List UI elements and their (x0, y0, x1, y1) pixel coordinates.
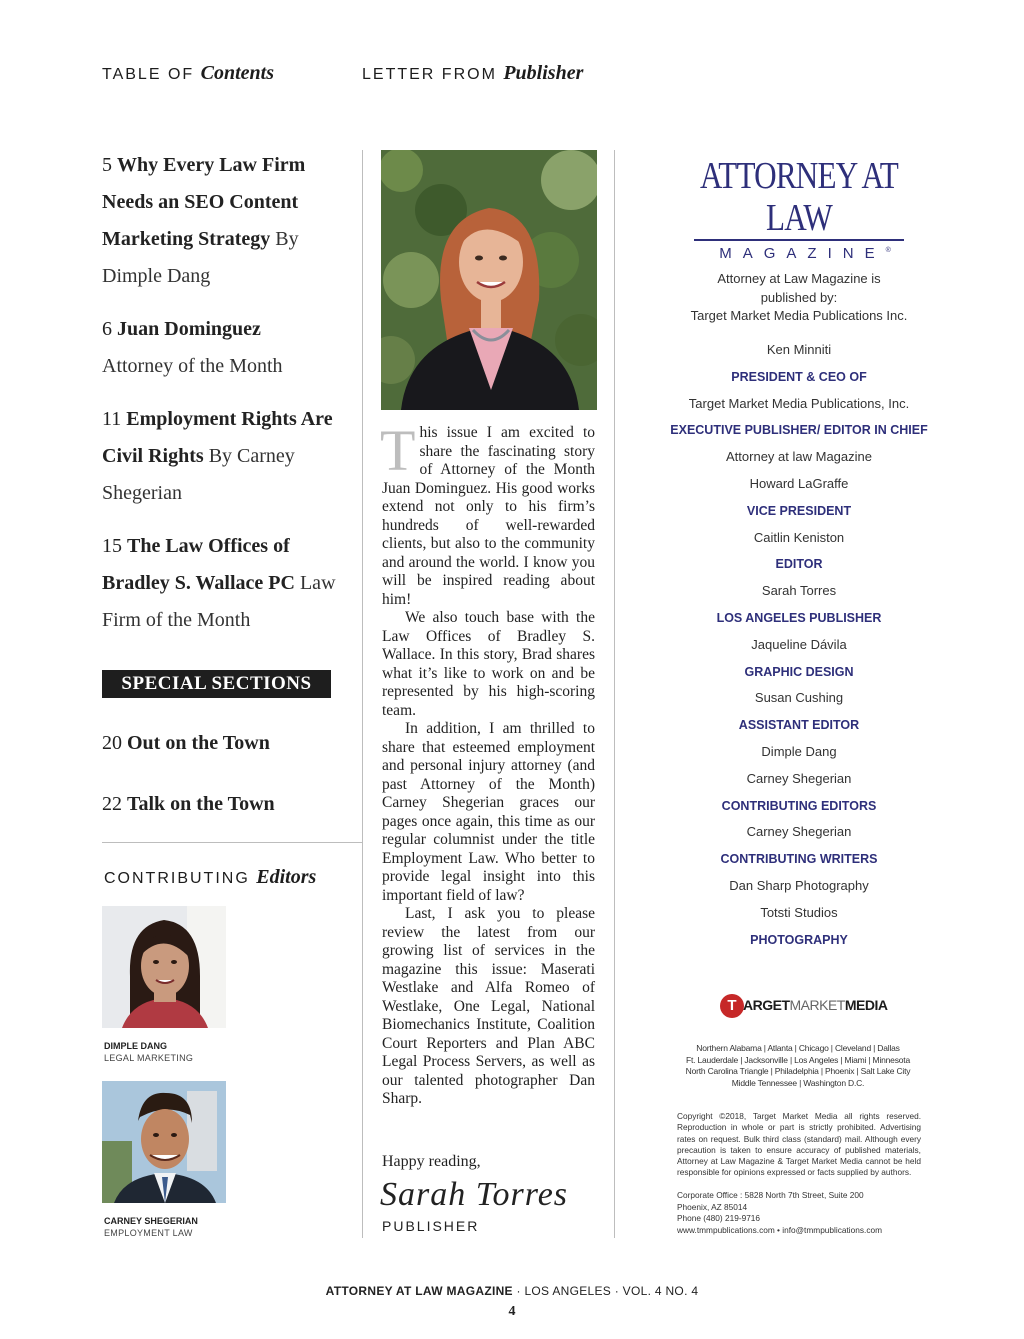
masthead-name: Dimple Dang (761, 743, 837, 759)
published-by-line: published by: (760, 289, 838, 305)
toc-header-prefix: TABLE OF (102, 66, 195, 83)
cities-list (665, 1043, 931, 1089)
masthead-role: GRAPHIC DESIGN (744, 664, 854, 679)
page-footer (0, 1284, 1024, 1298)
masthead-name: Susan Cushing (754, 690, 844, 706)
toc-page-number: 20 (102, 732, 122, 754)
toc-header-italic: Contents (200, 62, 274, 84)
masthead-name: Sarah Torres (761, 583, 837, 599)
letter-paragraph-text: his issue I am excited to share the fascinating story of Attorney of the Month Juan Dominguez. His good works extend not only to his firm’s hundreds of well-rewarded clients, but also to the community and around the world. I know you will be inspired reading about him! (382, 424, 595, 608)
masthead-name: Attorney at law Magazine (726, 449, 872, 465)
toc-page-number: 11 (102, 408, 122, 430)
page-number: 4 (508, 1304, 516, 1319)
cities-line: Northern Alabama | Atlanta | Chicago | Cleveland | Dallas (696, 1043, 900, 1053)
editor-role: LEGAL MARKETING (104, 1053, 194, 1063)
toc-page-number: 22 (102, 793, 122, 815)
masthead-role: LOS ANGELES PUBLISHER (716, 610, 882, 625)
masthead-name: Ken Minniti (766, 342, 832, 357)
toc-page-number: 6 (102, 318, 112, 340)
masthead-name: Target Market Media Publications, Inc. (688, 395, 910, 411)
tmm-logo-part: MEDIA (844, 997, 888, 1013)
column-divider (614, 150, 615, 1238)
cities-line: North Carolina Triangle | Philadelphia | Phoenix | Salt Lake City (685, 1066, 911, 1076)
editor-caption (104, 1040, 193, 1064)
masthead-role: EDITOR (775, 557, 823, 572)
editor-photo-dimple-dang (102, 906, 226, 1028)
toc-subtitle: Law Firm of the Month (102, 572, 336, 631)
editors-header-prefix: CONTRIBUTING (104, 870, 250, 887)
logo-line2: MAGAZINE (719, 244, 886, 262)
address-line: Phoenix, AZ 85014 (677, 1201, 748, 1212)
masthead-name: Howard LaGraffe (749, 475, 849, 491)
editor-name: CARNEY SHEGERIAN (104, 1216, 198, 1226)
editor-photo-carney-shegerian (102, 1081, 226, 1203)
special-section-entry[interactable] (102, 725, 352, 762)
letter-header-italic: Publisher (503, 62, 584, 84)
tmm-logo-part: ARGET (743, 997, 790, 1013)
tmm-badge-icon: T (720, 994, 744, 1018)
letter-paragraph: Last, I ask you to please review the latest from our growing list of services in the magazine this issue: Maserati Westlake and Alfa Romeo of Westlake, One Legal, National Biomechanics Institute, Coalition Court Reporters and Plan ABC Legal Process Servers, as well as our talented photographer Dan Sharp. (382, 905, 595, 1107)
masthead-name: Carney Shegerian (746, 770, 852, 786)
toc-entry[interactable] (102, 528, 352, 639)
publisher-letter (380, 418, 595, 1109)
special-section-entry[interactable] (102, 786, 352, 823)
magazine-logo (655, 155, 943, 264)
letter-header-prefix: LETTER FROM (362, 66, 497, 83)
corporate-address (677, 1190, 927, 1236)
divider (102, 842, 362, 843)
toc-entry[interactable] (102, 147, 352, 295)
logo-registered-mark: ® (885, 246, 891, 254)
toc-title: Juan Dominguez (117, 318, 261, 340)
published-by-line: Attorney at Law Magazine is (717, 271, 881, 286)
logo-line1: ATTORNEY AT LAW (700, 155, 898, 239)
published-by (655, 270, 943, 326)
editor-name: DIMPLE DANG (104, 1041, 167, 1051)
masthead-list (655, 337, 943, 953)
published-by-line: Target Market Media Publications Inc. (690, 308, 908, 323)
masthead-name: Dan Sharp Photography (729, 877, 869, 893)
toc-title: Out on the Town (127, 732, 270, 754)
cities-line: Ft. Lauderdale | Jacksonville | Los Angeles | Miami | Minnesota (686, 1054, 910, 1065)
editors-header-italic: Editors (256, 866, 317, 888)
copyright-notice: Copyright ©2018, Target Market Media all rights reserved. Reproduction in whole or part is strictly prohibited. Advertising rates on request. Bulk third class (standard) mail. Although every precaution is taken to ensure accuracy of published materials, Attorney at Law Magazine & Target Market Media cannot be held responsible for opinions expressed or facts supplied by authors. (677, 1111, 921, 1178)
toc-page-number: 15 (102, 535, 122, 557)
signoff-title: PUBLISHER (382, 1218, 480, 1234)
special-sections-list (102, 725, 352, 823)
toc-title: Why Every Law Firm Needs an SEO Content Marketing Strategy (102, 154, 306, 250)
special-sections-bar: SPECIAL SECTIONS (102, 670, 331, 698)
letter-paragraph (380, 418, 595, 609)
letter-header (362, 62, 583, 85)
toc-entry[interactable] (102, 311, 352, 385)
cities-line: Middle Tennessee | Washington D.C. (731, 1077, 865, 1088)
target-market-media-logo (720, 992, 888, 1020)
masthead-role: EXECUTIVE PUBLISHER/ EDITOR IN CHIEF (670, 423, 928, 438)
masthead-role: ASSISTANT EDITOR (738, 718, 860, 733)
masthead-role: PHOTOGRAPHY (750, 932, 848, 947)
masthead-name: Jaqueline Dávila (751, 636, 847, 652)
masthead-name: Caitlin Keniston (753, 529, 845, 545)
phone-line: Phone (480) 219-9716 (677, 1213, 761, 1223)
toc-subtitle: By Dimple Dang (102, 228, 299, 287)
editor-caption (104, 1215, 198, 1239)
letter-paragraph: In addition, I am thrilled to share that esteemed employment and personal injury attorney (and past Attorney of the Month) Carney Shegerian graces our pages once again, this time as our regular columnist under the title Employment Law. Who better to provide legal insight into this important field of law? (382, 720, 595, 904)
toc-subtitle: By Carney Shegerian (102, 445, 295, 504)
letter-closing: Happy reading, (382, 1153, 481, 1170)
footer-issue-info: · LOS ANGELES · VOL. 4 NO. 4 (512, 1284, 699, 1298)
toc-subtitle: Attorney of the Month (102, 355, 283, 377)
letter-paragraph: We also touch base with the Law Offices of Bradley S. Wallace. In this story, Brad shares what it’s like to work on and be represented by his high-scoring team. (382, 609, 595, 719)
address-line: Corporate Office : 5828 North 7th Street, Suite 200 (677, 1190, 864, 1200)
editor-role: EMPLOYMENT LAW (104, 1228, 193, 1238)
toc-title: Employment Rights Are Civil Rights (102, 408, 333, 467)
footer-magazine-name: ATTORNEY AT LAW MAGAZINE (325, 1284, 513, 1298)
column-divider (362, 150, 363, 1238)
web-email-line[interactable]: www.tmmpublications.com • info@tmmpublications.com (677, 1224, 882, 1235)
masthead-role: VICE PRESIDENT (746, 503, 852, 518)
toc-entry[interactable] (102, 401, 352, 512)
masthead-name: Carney Shegerian (746, 824, 852, 840)
table-of-contents (102, 147, 352, 645)
masthead-role: CONTRIBUTING WRITERS (720, 852, 878, 867)
tmm-logo-part: MARKET (789, 997, 845, 1013)
masthead-role: PRESIDENT & CEO OF (731, 369, 867, 384)
toc-title: Talk on the Town (127, 793, 275, 815)
drop-cap: T (380, 418, 416, 483)
editors-header (104, 866, 316, 889)
toc-title: The Law Offices of Bradley S. Wallace PC (102, 535, 295, 594)
masthead-name: Totsti Studios (760, 904, 838, 920)
toc-header (102, 62, 274, 85)
publisher-photo (381, 150, 597, 410)
toc-page-number: 5 (102, 154, 112, 176)
publisher-signature: Sarah Torres (380, 1176, 569, 1213)
masthead-role: CONTRIBUTING EDITORS (721, 798, 877, 813)
